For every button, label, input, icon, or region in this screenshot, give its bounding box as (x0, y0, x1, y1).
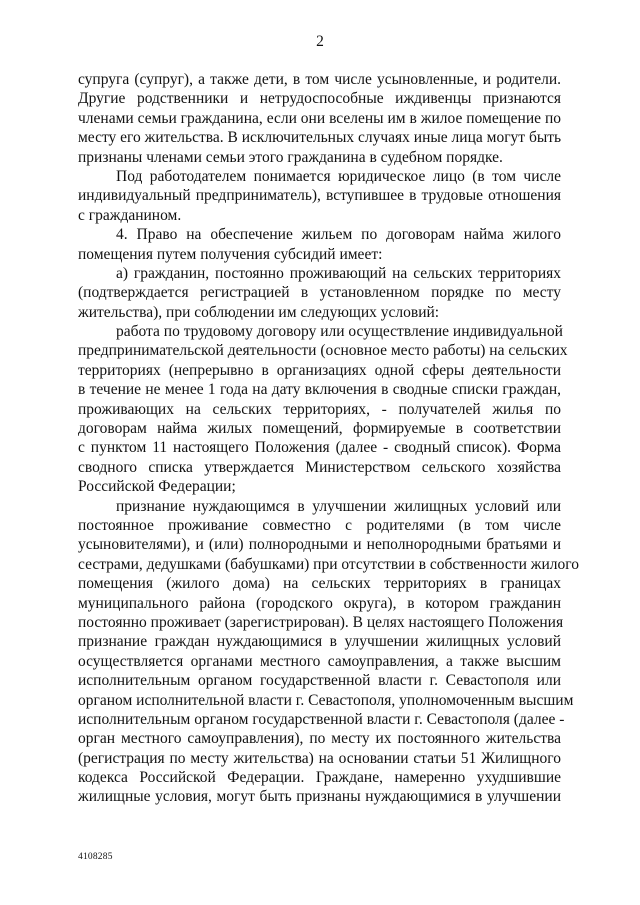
text-line: работа по трудовому договору или осуществление индивидуальной (116, 323, 563, 341)
text-line: проживающих на сельских территориях, - получателей жилья по (78, 400, 561, 418)
text-line: с гражданином. (78, 206, 182, 224)
text-line: сводного списка утверждается Министерством сельского хозяйства (78, 458, 561, 476)
document-code: 4108285 (78, 852, 113, 862)
text-line: постоянно проживает (зарегистрирован). В целях настоящего Положения (78, 613, 564, 631)
text-line: усыновителями), и (или) полнородными и неполнородными братьями и (78, 536, 561, 554)
text-line: осуществляется органами местного самоуправления, а также высшим (78, 652, 561, 670)
text-line: (подтверждается регистрацией в установленном порядке по месту (78, 284, 561, 302)
text-line: признаны членами семьи этого гражданина в судебном порядке. (78, 148, 503, 166)
page-number: 2 (316, 33, 324, 50)
text-line: постоянное проживание совместно с родителями (в том числе (78, 516, 561, 534)
text-line: территориях (непрерывно в организациях одной сферы деятельности (78, 361, 561, 379)
text-line: жительства), при соблюдении им следующих условий: (78, 303, 440, 321)
text-line: Под работодателем понимается юридическое лицо (в том числе (116, 167, 561, 185)
text-line: признание граждан нуждающимися в улучшении жилищных условий (78, 633, 561, 651)
text-line: 4. Право на обеспечение жильем по договорам найма жилого (116, 226, 561, 244)
text-line: (регистрация по месту жительства) на основании статьи 51 Жилищного (78, 749, 561, 767)
text-line: месту его жительства. В исключительных случаях иные лица могут быть (78, 129, 562, 147)
text-line: индивидуальный предприниматель), вступившее в трудовые отношения (78, 187, 561, 205)
text-line: договорам найма жилых помещений, формируемые в соответствии (78, 420, 561, 438)
text-line: органом исполнительной власти г. Севастополя, уполномоченным высшим (78, 691, 574, 709)
text-line: исполнительным органом государственной власти г. Севастополя (далее - (78, 710, 565, 728)
text-line: в течение не менее 1 года на дату включения в сводные списки граждан, (78, 381, 561, 399)
text-line: Российской Федерации; (78, 478, 236, 496)
text-line: а) гражданин, постоянно проживающий на сельских территориях (116, 264, 561, 282)
document-body (78, 70, 579, 807)
text-line: помещения путем получения субсидий имеет: (78, 245, 383, 263)
text-line: предпринимательской деятельности (основное место работы) на сельских (78, 342, 568, 360)
text-line: орган местного самоуправления), по месту их постоянного жительства (78, 730, 561, 748)
text-line: муниципального района (городского округа), в котором гражданин (78, 594, 561, 612)
text-line: с пунктом 11 настоящего Положения (далее - сводный список). Форма (78, 439, 561, 457)
text-line: членами семьи гражданина, если они вселены им в жилое помещение по (78, 109, 561, 127)
text-line: помещения (жилого дома) на сельских территориях в границах (78, 575, 561, 593)
text-line: супруга (супруг), а также дети, в том числе усыновленные, и родители. (78, 71, 561, 88)
text-line: сестрами, дедушками (бабушками) при отсутствии в собственности жилого (78, 555, 579, 573)
text-line: кодекса Российской Федерации. Граждане, намеренно ухудшившие (78, 769, 561, 787)
text-line: жилищные условия, могут быть признаны нуждающимися в улучшении (78, 788, 561, 806)
text-line: Другие родственники и нетрудоспособные иждивенцы признаются (78, 90, 561, 108)
text-line: исполнительным органом государственной власти г. Севастополя или (78, 672, 561, 690)
text-line: признание нуждающимся в улучшении жилищных условий или (116, 497, 561, 515)
